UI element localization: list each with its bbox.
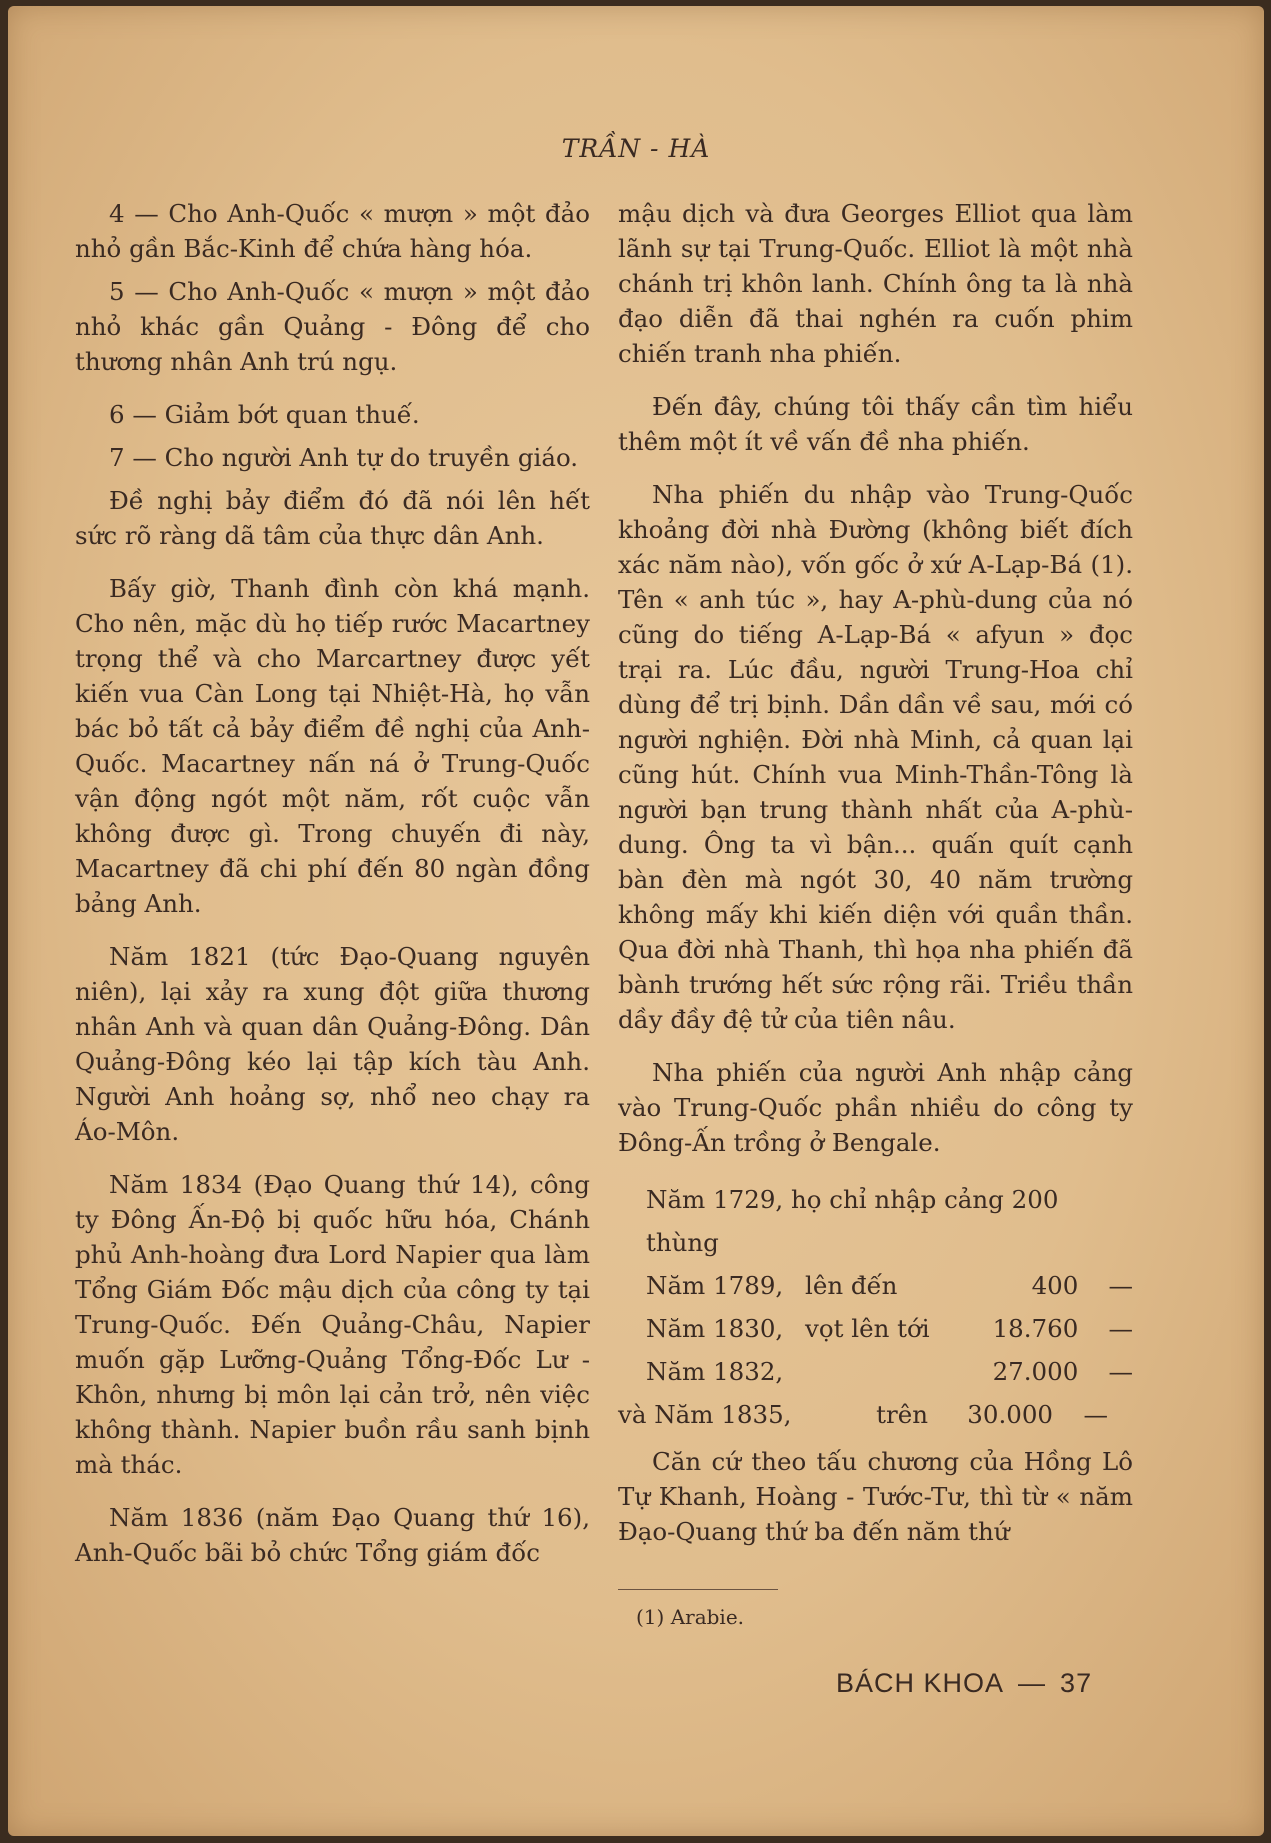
- import-statistics: [618, 1178, 1133, 1436]
- stat-row: [618, 1350, 1133, 1393]
- stat-row: [618, 1393, 1133, 1436]
- paragraph: Nha phiến du nhập vào Trung-Quốc khoảng đời nhà Đường (không biết đích xác năm nào), vốn gốc ở xứ A-Lạp-Bá (1). Tên « anh túc », hay A-phù-dung của nó cũng do tiếng A-Lạp-Bá « afyun » đọc trại ra. Lúc đầu, người Trung-Hoa chỉ dùng để trị bịnh. Dần dần về sau, mới có người nghiện. Đời nhà Minh, cả quan lại cũng hút. Chính vua Minh-Thần-Tông là người bạn trung thành nhất của A-phù-dung. Ông ta vì bận... quấn quít cạnh bàn đèn mà ngót 30, 40 năm trường không mấy khi kiến diện với quần thần. Qua đời nhà Thanh, thì họa nha phiến đã bành trướng hết sức rộng rãi. Triều thần dầy đầy đệ tử của tiên nâu.: [618, 480, 1133, 1034]
- paragraph: Bấy giờ, Thanh đình còn khá mạnh. Cho nên, mặc dù họ tiếp rước Macartney trọng thể và cho Marcartney được yết kiến vua Càn Long tại Nhiệt-Hà, họ vẫn bác bỏ tất cả bảy điểm đề nghị của Anh-Quốc. Macartney nấn ná ở Trung-Quốc vận động ngót một năm, rốt cuộc vẫn không được gì. Trong chuyến đi này, Macartney đã chi phí đến 80 ngàn đồng bảng Anh.: [75, 574, 590, 918]
- paragraph: Năm 1834 (Đạo Quang thứ 14), công ty Đông Ấn-Độ bị quốc hữu hóa, Chánh phủ Anh-hoàng đưa Lord Napier qua làm Tổng Giám Đốc mậu dịch của công ty tại Trung-Quốc. Đến Quảng-Châu, Napier muốn gặp Lưỡng-Quảng Tổng-Đốc Lư - Khôn, nhưng bị môn lại cản trở, nên việc không thành. Napier buồn rầu sanh bịnh mà thác.: [75, 1170, 590, 1479]
- footnote: (1) Arabie.: [636, 1605, 745, 1629]
- paragraph: 4 — Cho Anh-Quốc « mượn » một đảo nhỏ gần Bắc-Kinh để chứa hàng hóa.: [75, 199, 590, 263]
- paragraph: Đến đây, chúng tôi thấy cần tìm hiểu thêm một ít về vấn đề nha phiến.: [618, 392, 1133, 456]
- paragraph: 7 — Cho người Anh tự do truyền giáo.: [109, 443, 579, 472]
- paragraph: Năm 1821 (tức Đạo-Quang nguyên niên), lại xảy ra xung đột giữa thương nhân Anh và quan dân Quảng-Đông. Dân Quảng-Đông kéo lại tập kích tàu Anh. Người Anh hoảng sợ, nhổ neo chạy ra Áo-Môn.: [75, 942, 590, 1146]
- paragraph: Đề nghị bảy điểm đó đã nói lên hết sức rõ ràng dã tâm của thực dân Anh.: [75, 486, 590, 550]
- stat-year: và Năm 1835,: [618, 1400, 792, 1429]
- magazine-title: BÁCH KHOA: [836, 1668, 1005, 1698]
- stat-value: 18.760: [992, 1314, 1079, 1343]
- stat-year: Năm 1830,: [646, 1314, 784, 1343]
- stat-note: vọt lên tới: [805, 1314, 930, 1343]
- stat-dash: —: [1108, 1357, 1133, 1386]
- left-column: [75, 196, 590, 1588]
- right-column: [618, 196, 1133, 1567]
- running-head: TRẦN - HÀ: [561, 134, 711, 163]
- stat-row: [618, 1264, 1133, 1307]
- stat-dash: —: [1108, 1271, 1133, 1300]
- paragraph: 6 — Giảm bớt quan thuế.: [109, 400, 420, 429]
- stat-value: 30.000: [967, 1400, 1053, 1429]
- paragraph: 5 — Cho Anh-Quốc « mượn » một đảo nhỏ khác gần Quảng - Đông để cho thương nhân Anh trú ngụ.: [75, 277, 590, 376]
- stat-note: trên: [876, 1400, 928, 1429]
- paragraph: Căn cứ theo tấu chương của Hồng Lô Tự Khanh, Hoàng - Tước-Tư, thì từ « năm Đạo-Quang thứ ba đến năm thứ: [618, 1447, 1133, 1546]
- stat-dash: —: [1108, 1314, 1133, 1343]
- page-number: 37: [1060, 1668, 1093, 1698]
- paragraph: Năm 1836 (năm Đạo Quang thứ 16), Anh-Quốc bãi bỏ chức Tổng giám đốc: [75, 1503, 590, 1567]
- folio-dash: —: [1018, 1668, 1047, 1698]
- stat-year: Năm 1789,: [646, 1271, 784, 1300]
- paragraph: mậu dịch và đưa Georges Elliot qua làm lãnh sự tại Trung-Quốc. Elliot là một nhà chánh trị khôn lanh. Chính ông ta là nhà đạo diễn đã thai nghén ra cuốn phim chiến tranh nha phiến.: [618, 199, 1133, 368]
- stat-dash: —: [1083, 1400, 1108, 1429]
- stat-value: 27.000: [992, 1357, 1079, 1386]
- paragraph: Nha phiến của người Anh nhập cảng vào Trung-Quốc phần nhiều do công ty Đông-Ấn trồng ở Bengale.: [618, 1058, 1133, 1157]
- stat-year: Năm 1832,: [646, 1357, 784, 1386]
- stat-row: [618, 1178, 1133, 1264]
- stat-note: lên đến: [805, 1271, 898, 1300]
- footnote-divider: [618, 1589, 778, 1590]
- folio: [836, 1668, 1092, 1699]
- magazine-page: [8, 6, 1264, 1836]
- stat-text: Năm 1729, họ chỉ nhập cảng 200 thùng: [646, 1185, 1059, 1257]
- stat-value: 400: [1031, 1271, 1079, 1300]
- stat-row: [618, 1307, 1133, 1350]
